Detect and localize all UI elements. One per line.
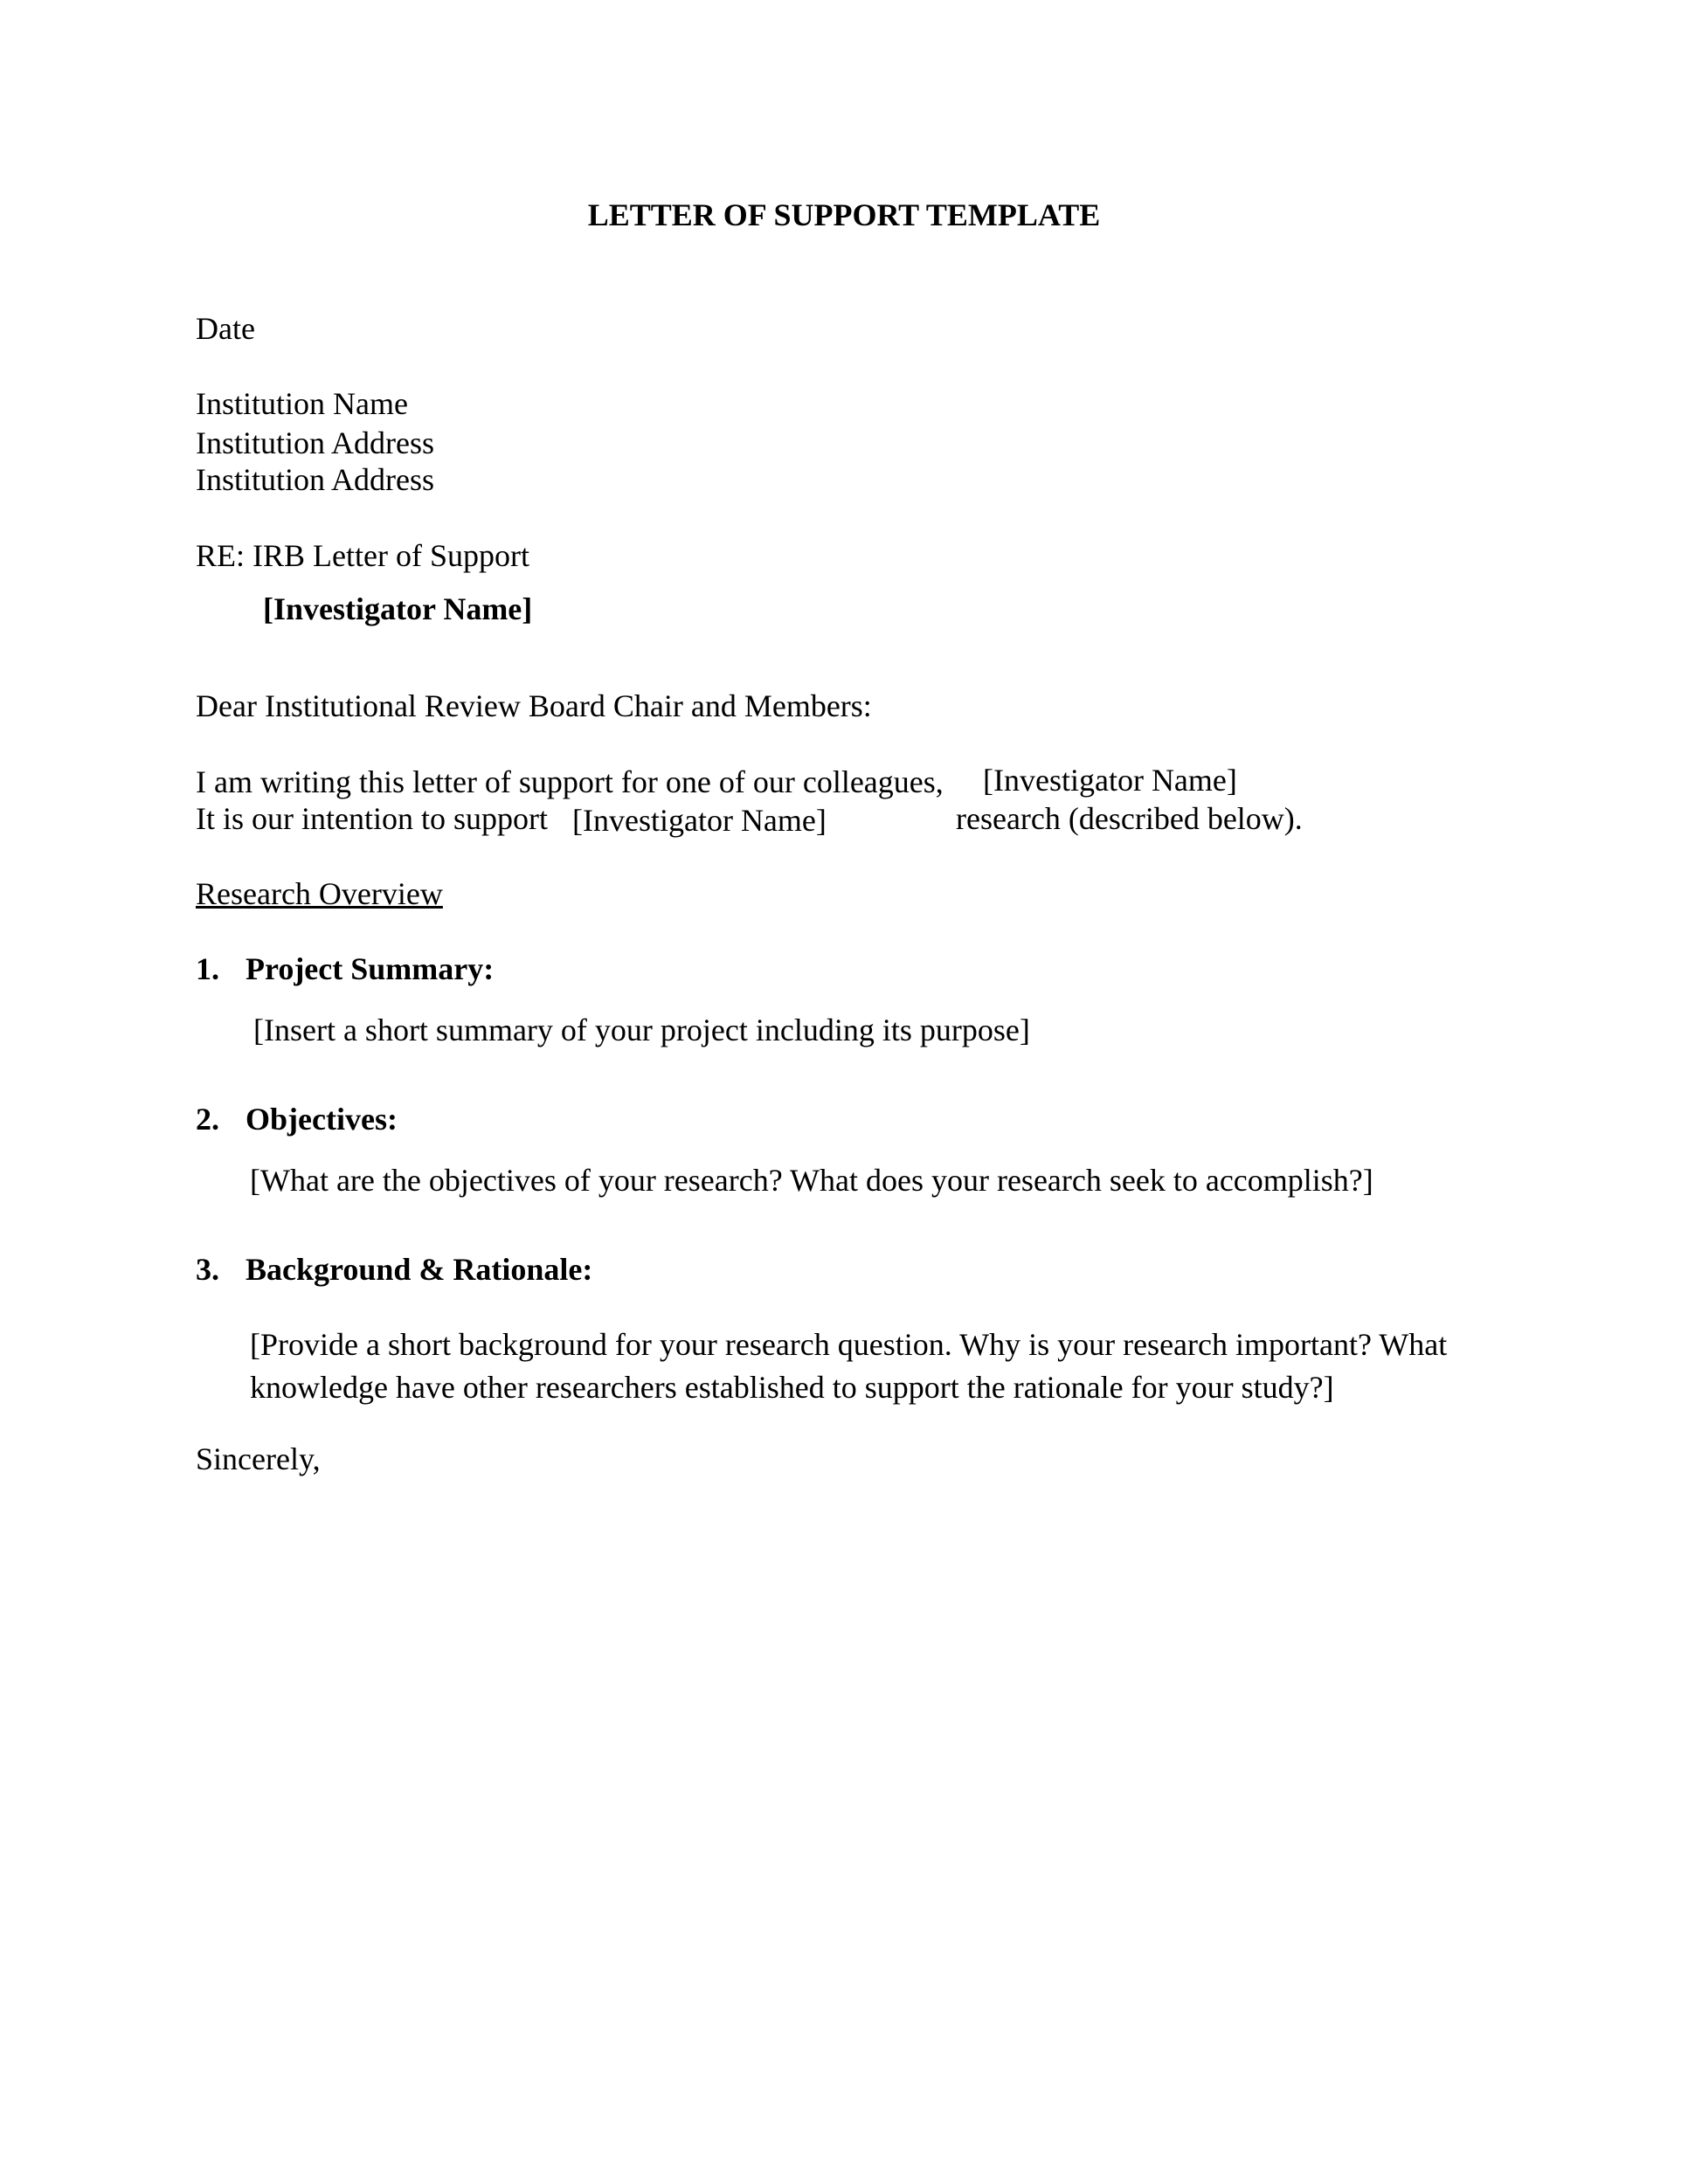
date-line: Date xyxy=(196,311,255,346)
document-title: LETTER OF SUPPORT TEMPLATE xyxy=(587,197,1101,232)
re-line: RE: IRB Letter of Support xyxy=(196,538,529,573)
section-heading: Research Overview xyxy=(196,876,443,911)
intro-investigator-name: [Investigator Name] xyxy=(983,763,1237,798)
closing: Sincerely, xyxy=(196,1441,321,1476)
item-heading: Objectives: xyxy=(246,1102,398,1137)
item-body: [Insert a short summary of your project including its purpose] xyxy=(253,1013,1030,1047)
item-heading: Project Summary: xyxy=(246,951,495,986)
item-body: [What are the objectives of your research? What does your research seek to accomplish?] xyxy=(250,1163,1373,1198)
item-heading: Background & Rationale: xyxy=(246,1252,593,1287)
item-body: knowledge have other researchers established to support the rationale for your study?] xyxy=(250,1370,1334,1405)
item-number: 3. xyxy=(196,1252,219,1287)
intro-line-1: I am writing this letter of support for one of our colleagues, xyxy=(196,764,944,799)
institution-address: Institution Address xyxy=(196,425,435,460)
intro-line-2-end: research (described below). xyxy=(956,801,1303,836)
re-investigator-name: [Investigator Name] xyxy=(263,591,533,626)
intro-line-2: It is our intention to support xyxy=(196,801,548,836)
institution-address: Institution Address xyxy=(196,462,435,497)
item-number: 2. xyxy=(196,1102,219,1137)
intro-investigator-name: [Investigator Name] xyxy=(572,803,827,838)
item-number: 1. xyxy=(196,951,219,986)
institution-name: Institution Name xyxy=(196,386,408,421)
salutation: Dear Institutional Review Board Chair and Members: xyxy=(196,688,872,723)
item-body: [Provide a short background for your research question. Why is your research important? What xyxy=(250,1327,1448,1362)
